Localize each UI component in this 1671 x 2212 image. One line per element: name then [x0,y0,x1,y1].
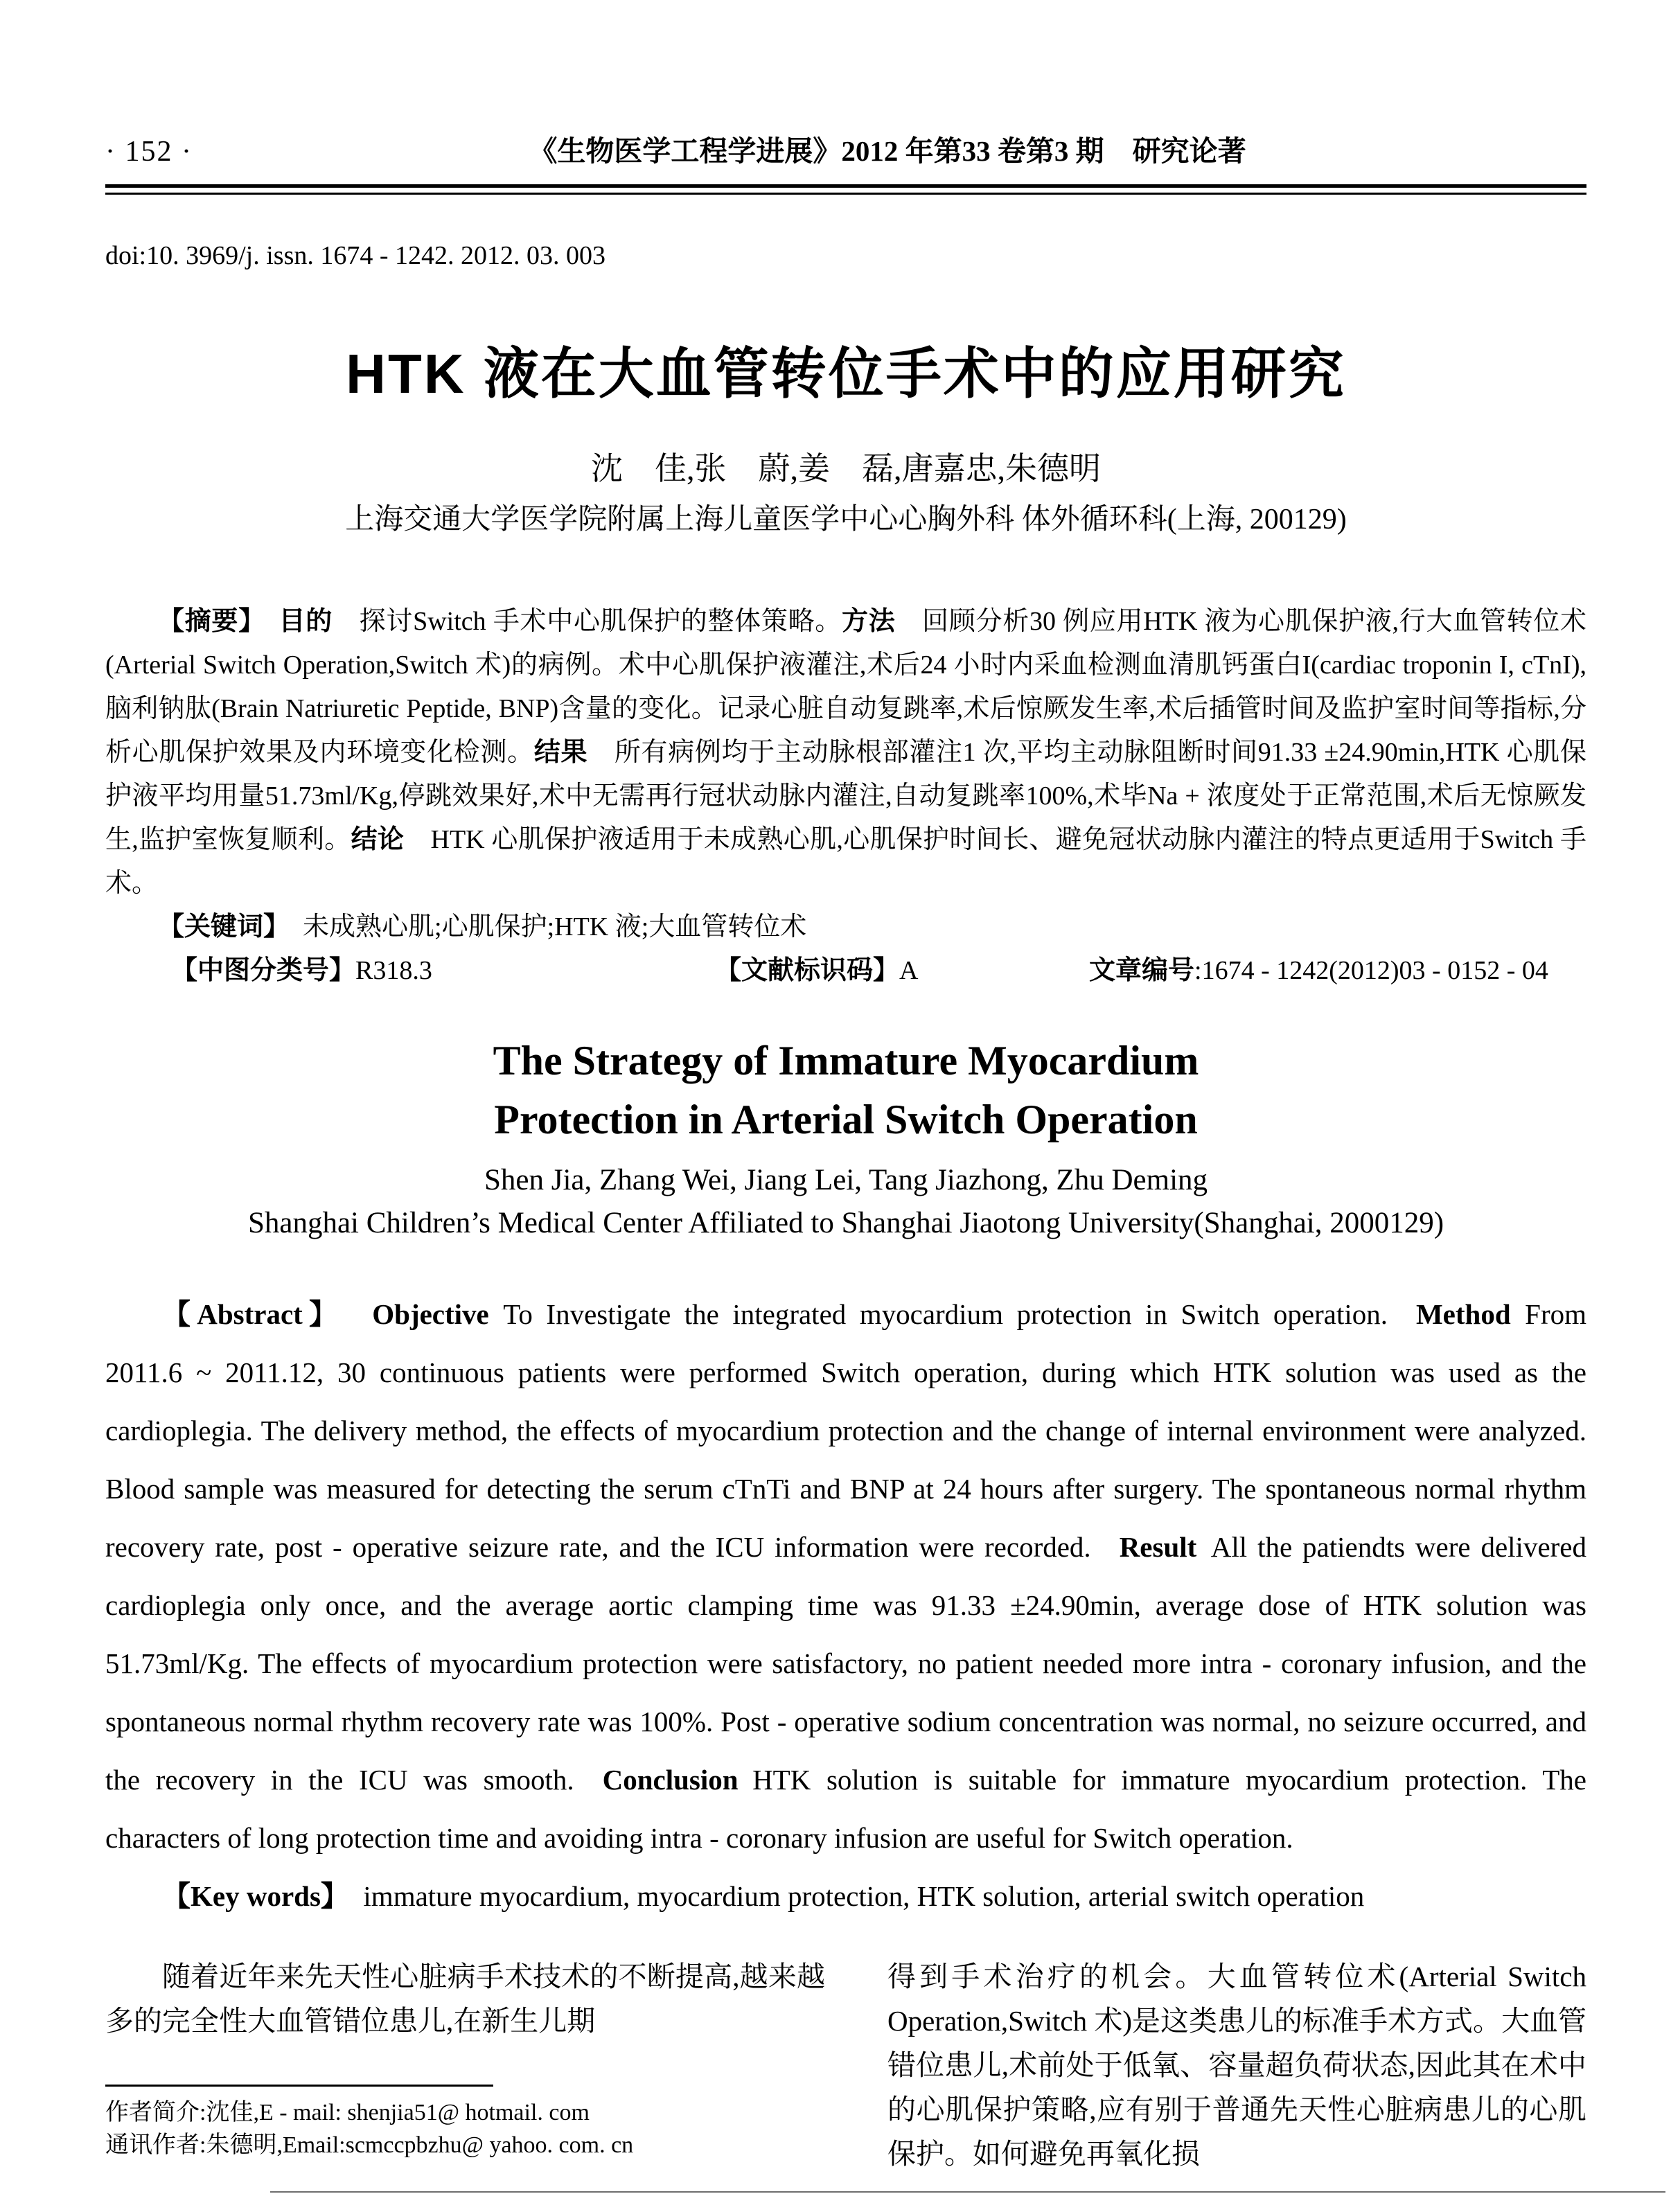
abstract-en-result-text: All the patiendts were delivered cardioplegia only once, and the average aortic clamping time was 91.33 ±24.90min, average dose of HTK solution was 51.73ml/Kg. The effects of myocardium protection were satisfactory, no patient needed more intra - coronary infusion, and the spontaneous normal rhythm recovery rate was 100%. Post - operative sodium concentration was normal, no seizure occurred, and the recovery in the ICU was smooth. [105,1531,1586,1796]
affiliation-en: Shanghai Children’s Medical Center Affiliated to Shanghai Jiaotong University(Shanghai, 2000129) [247,1207,1444,1239]
abstract-en-method-text: From 2011.6 ~ 2011.12, 30 continuous patients were performed Switch operation, during which HTK solution was used as the cardioplegia. The delivery method, the effects of myocardium protection and the change of internal environment were analyzed. Blood sample was measured for detecting the serum cTnTi and BNP at 24 hours after surgery. The spontaneous normal rhythm recovery rate, post - operative seizure rate, and the ICU information were recorded. [105,1298,1586,1563]
authors-en: Shen Jia, Zhang Wei, Jiang Lei, Tang Jiazhong, Zhu Deming [484,1164,1208,1196]
classification-line [105,949,1586,993]
body-paragraph-right: 得到手术治疗的机会。大血管转位术(Arterial Switch Operation,Switch 术)是这类患儿的标准手术方式。大血管错位患儿,术前处于低氧、容量超负荷状态,因此其在术中的心肌保护策略,应有别于普通先天性心脏病患儿的心肌保护。如何避免再氧化损 [887,1961,1586,2170]
footnote-divider [105,2085,493,2087]
keywords-cn-text: 未成熟心肌;心肌保护;HTK 液;大血管转位术 [276,912,807,941]
abstract-en-objective-label: Objective [344,1298,489,1330]
clc-number [171,949,432,993]
keywords-cn [105,905,1586,949]
document-code [715,949,918,993]
abstract-cn-label: 【摘要】 [158,607,252,636]
body-columns [105,1954,1586,2176]
article-title-en [105,1032,1586,1149]
abstract-en [105,1285,1586,1867]
keywords-cn-label: 【关键词】 [158,912,277,941]
article-title-en-line1: The Strategy of Immature Myocardium [493,1038,1199,1083]
footnote-corresponding-author: 通讯作者:朱德明,Email:scmccpbzhu@ yahoo. com. cn [105,2132,634,2158]
body-column-left [105,1954,825,2176]
page-header [105,128,1586,169]
scan-artifact-line [270,2191,1665,2193]
footnote-author-bio: 作者简介:沈佳,E - mail: shenjia51@ hotmail. com [105,2100,590,2125]
abstract-cn [105,600,1586,905]
abstract-en-conclusion-label: Conclusion [574,1764,739,1796]
author-footnote [105,2085,825,2161]
abstract-cn-objective-text: 探讨Switch 手术中心肌保护的整体策略。 [332,607,842,636]
document-code-value: A [899,956,919,985]
header-divider [105,184,1586,195]
abstract-cn-objective-label: 目的 [251,607,333,636]
article-id-label: 文章编号 [1089,956,1195,985]
abstract-en-result-label: Result [1090,1531,1197,1563]
doi-line: doi:10. 3969/j. issn. 1674 - 1242. 2012. 03. 003 [105,241,606,270]
abstract-cn-result-text: 所有病例均于主动脉根部灌注1 次,平均主动脉阻断时间91.33 ±24.90min,HTK 心肌保护液平均用量51.73ml/Kg,停跳效果好,术中无需再行冠状动脉内灌注,自动复跳率100%,术毕Na + 浓度处于正常范围,术后无惊厥发生,监护室恢复顺利。 [105,738,1586,854]
article-id-value: :1674 - 1242(2012)03 - 0152 - 04 [1194,956,1548,985]
document-code-label: 【文献标识码】 [715,956,900,985]
abstract-en-objective-text: To Investigate the integrated myocardium protection in Switch operation. [488,1298,1388,1330]
journal-title-line: 《生物医学工程学进展》2012 年第33 卷第3 期 研究论著 [529,135,1246,167]
abstract-cn-conclusion-label: 结论 [351,825,405,854]
abstract-cn-method-text: 回顾分析30 例应用HTK 液为心肌保护液,行大血管转位术(Arterial Switch Operation,Switch 术)的病例。术中心肌保护液灌注,术后24 小时内采血检测血清肌钙蛋白I(cardiac troponin I, cTnI),脑利钠肽(Brain Natriuretic Peptide, BNP)含量的变化。记录心脏自动复跳率,术后惊厥发生率,术后插管时间及监护室时间等指标,分析心肌保护效果及内环境变化检测。 [105,607,1586,767]
keywords-en-text: immature myocardium, myocardium protection, HTK solution, arterial switch operation [335,1880,1365,1912]
abstract-cn-result-label: 结果 [533,738,588,767]
body-paragraph-left: 随着近年来先天性心脏病手术技术的不断提高,越来越多的完全性大血管错位患儿,在新生儿期 [105,1961,825,2037]
page-number: · 152 · [105,136,193,168]
keywords-en-label: 【Key words】 [162,1880,335,1912]
body-column-right [887,1954,1586,2176]
abstract-en-method-label: Method [1387,1298,1511,1330]
abstract-en-label: 【Abstract】 [162,1298,344,1330]
abstract-cn-conclusion-text: HTK 心肌保护液适用于未成熟心肌,心肌保护时间长、避免冠状动脉内灌注的特点更适用于Switch 手术。 [105,825,1586,898]
abstract-cn-method-label: 方法 [842,607,896,636]
article-title-en-line2: Protection in Arterial Switch Operation [494,1097,1198,1142]
clc-label: 【中图分类号】 [171,956,356,985]
article-id [1089,949,1548,993]
article-title-cn: HTK 液在大血管转位手术中的应用研究 [346,343,1346,405]
affiliation-cn: 上海交通大学医学院附属上海儿童医学中心心胸外科 体外循环科(上海, 200129) [345,504,1347,536]
keywords-en [105,1867,1586,1925]
clc-value: R318.3 [355,956,432,985]
authors-cn: 沈 佳,张 蔚,姜 磊,唐嘉忠,朱德明 [591,451,1101,486]
abstract-en-conclusion-text: HTK solution is suitable for immature myocardium protection. The characters of long protection time and avoiding intra - coronary infusion are useful for Switch operation. [105,1764,1587,1854]
